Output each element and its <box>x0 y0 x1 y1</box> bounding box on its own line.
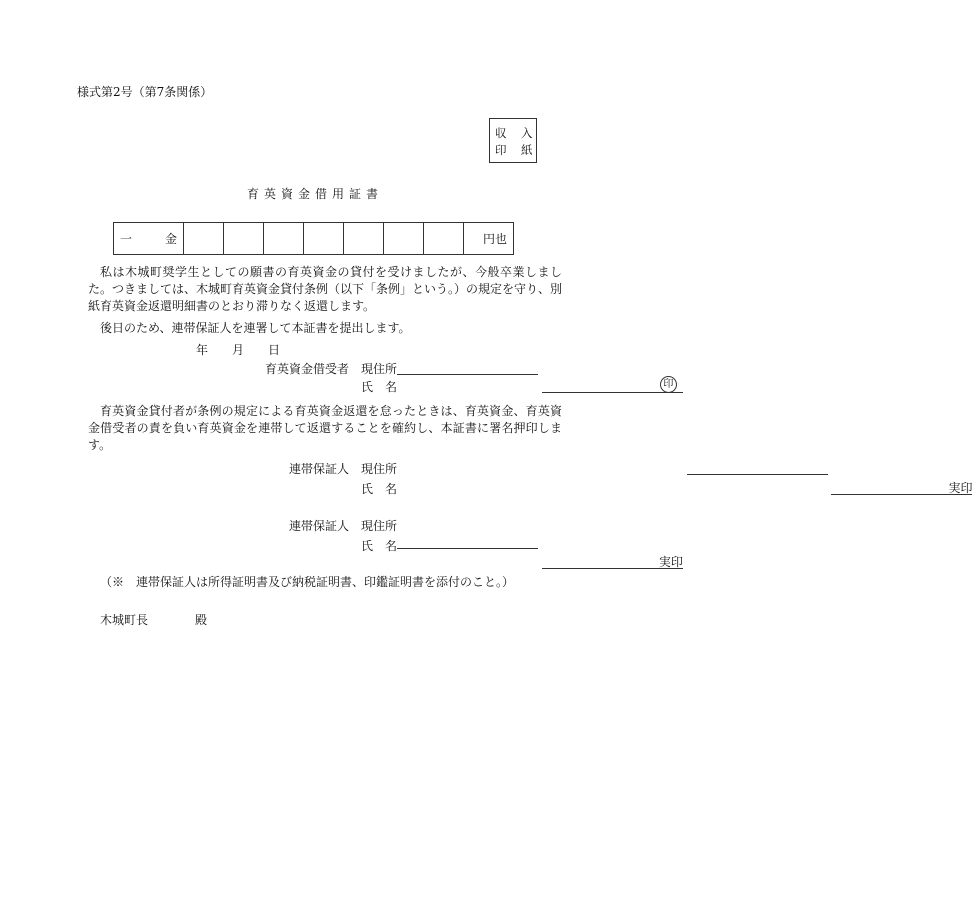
guarantor-1-address-label: 現住所 <box>361 462 398 476</box>
amount-digit-cell[interactable] <box>224 223 264 255</box>
guarantor-2-address-label: 現住所 <box>361 519 398 533</box>
borrower-name-label: 氏 名 <box>361 380 398 394</box>
document-title: 育英資金借用証書 <box>246 187 383 201</box>
amount-label-kin: 金 <box>164 232 177 246</box>
amount-digit-cell[interactable] <box>304 223 344 255</box>
date-day: 日 <box>268 343 281 357</box>
guarantor-2-seal-label: 実印 <box>658 555 683 569</box>
submission-paragraph: 後日のため、連帯保証人を連署して本証書を提出します。 <box>100 321 411 335</box>
amount-digit-cell[interactable] <box>424 223 464 255</box>
amount-digit-cell[interactable] <box>384 223 424 255</box>
date-year: 年 <box>196 343 209 357</box>
attachment-note: （※ 連帯保証人は所得証明書及び納税証明書、印鑑証明書を添付のこと。） <box>100 575 515 589</box>
date-month: 月 <box>232 343 245 357</box>
amount-label-cell <box>114 223 184 255</box>
guarantor-1-address-field[interactable] <box>687 461 828 475</box>
borrower-address-label: 現住所 <box>361 362 398 376</box>
amount-digit-cell[interactable] <box>264 223 304 255</box>
seal-mark: 印 <box>660 376 677 393</box>
stamp-char: 収 <box>495 126 507 140</box>
borrower-role: 育英資金借受者 <box>265 362 350 376</box>
guarantor-2-role: 連帯保証人 <box>289 519 350 533</box>
stamp-char: 紙 <box>521 143 533 157</box>
stamp-char: 入 <box>521 126 533 140</box>
stamp-char: 印 <box>495 143 507 157</box>
guarantor-paragraph: 育英資金貸付者が条例の規定による育英資金返還を怠ったときは、育英資金、育英資金借受者の責を負い育英資金を連帯して返還することを確約し、本証書に署名押印します。 <box>88 404 562 452</box>
borrower-name-field[interactable] <box>542 379 683 393</box>
amount-digit-cell[interactable] <box>344 223 384 255</box>
amount-label-ichi: 一 <box>120 232 133 246</box>
guarantor-1-name-field[interactable] <box>831 481 972 495</box>
amount-suffix: 円也 <box>464 223 514 255</box>
guarantor-2-address-field[interactable] <box>397 535 538 549</box>
pledge-paragraph: 私は木城町奨学生としての願書の育英資金の貸付を受けましたが、今般卒業しました。つきましては、木城町育英資金貸付条例（以下「条例」という。）の規定を守り、別紙育英資金返還明細書のとおり滞りなく返還します。 <box>88 265 563 313</box>
amount-table <box>113 222 514 255</box>
borrower-address-field[interactable] <box>397 361 538 375</box>
revenue-stamp-box <box>489 118 537 163</box>
guarantor-1-seal-label: 実印 <box>948 481 972 495</box>
guarantor-2-name-field[interactable] <box>542 555 683 569</box>
addressee-name: 木城町長 <box>100 613 149 627</box>
guarantor-2-name-label: 氏 名 <box>361 539 398 553</box>
form-number: 様式第2号（第7条関係） <box>77 85 213 99</box>
guarantor-1-name-label: 氏 名 <box>361 482 398 496</box>
guarantor-1-role: 連帯保証人 <box>289 462 350 476</box>
amount-digit-cell[interactable] <box>184 223 224 255</box>
addressee-honorific: 殿 <box>195 613 208 627</box>
